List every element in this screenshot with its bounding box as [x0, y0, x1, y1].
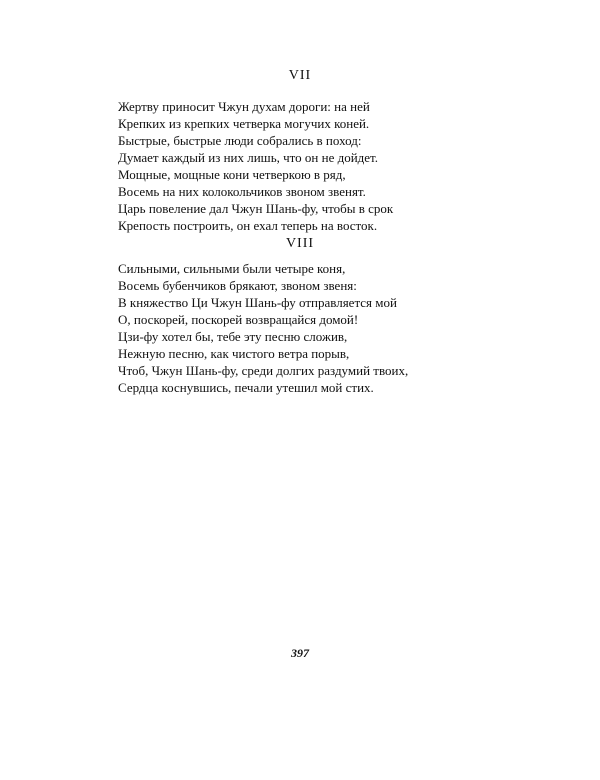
poem-line: О, поскорей, поскорей возвращайся домой!	[118, 312, 359, 327]
page-number: 397	[291, 646, 309, 660]
poem-line: Думает каждый из них лишь, что он не дойдет.	[118, 150, 379, 165]
poem-line: Сердца коснувшись, печали утешил мой стих.	[118, 380, 374, 395]
poem-line: Восемь бубенчиков брякают, звоном звеня:	[118, 278, 357, 293]
poem-line: Сильными, сильными были четыре коня,	[118, 261, 346, 276]
poem-line: Чтоб, Чжун Шань-фу, среди долгих раздумий твоих,	[118, 363, 409, 378]
stanza-vii	[118, 98, 478, 234]
poem-line: Царь повеление дал Чжун Шань-фу, чтобы в срок	[118, 201, 394, 216]
poem-line: В княжество Ци Чжун Шань-фу отправляется мой	[118, 295, 397, 310]
poem-line: Крепость построить, он ехал теперь на восток.	[118, 218, 378, 233]
poem-line: Восемь на них колокольчиков звоном звенят.	[118, 184, 366, 199]
poem-line: Нежную песню, как чистого ветра порыв,	[118, 346, 350, 361]
poem-line: Жертву приносит Чжун духам дороги: на ней	[118, 99, 370, 114]
section-title-vii: VII	[288, 68, 312, 83]
poem-line: Цзи-фу хотел бы, тебе эту песню сложив,	[118, 329, 348, 344]
section-title-viii: VIII	[285, 236, 315, 251]
stanza-viii	[118, 260, 478, 396]
poem-line: Крепких из крепких четверка могучих коней.	[118, 116, 370, 131]
poem-line: Мощные, мощные кони четверкою в ряд,	[118, 167, 346, 182]
poem-line: Быстрые, быстрые люди собрались в поход:	[118, 133, 362, 148]
